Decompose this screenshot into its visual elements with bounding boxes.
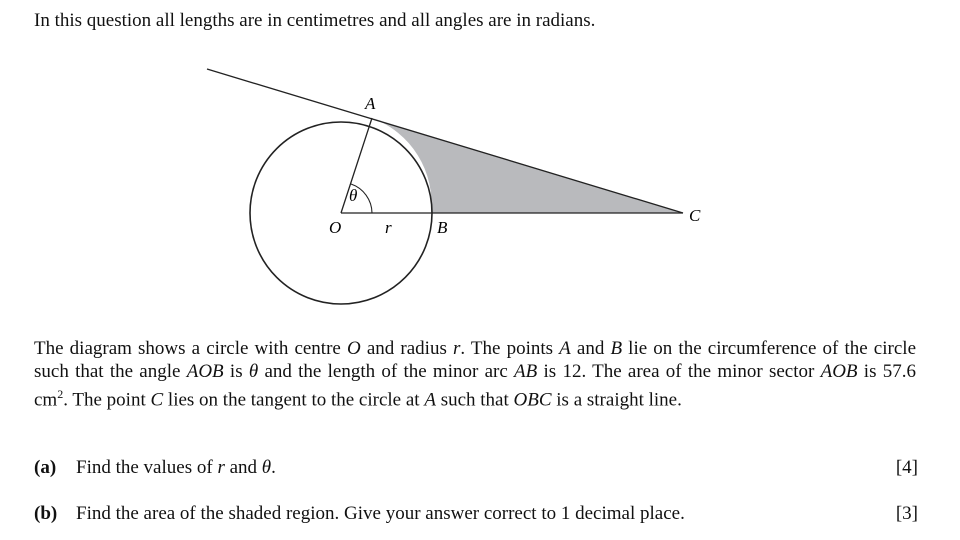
text-span: and	[570, 338, 611, 359]
label-C: C	[689, 206, 701, 225]
label-theta: θ	[349, 186, 358, 205]
superscript: 2	[57, 387, 64, 401]
part-b	[34, 503, 918, 525]
part-a	[34, 457, 918, 479]
var-AB: AB	[514, 361, 538, 382]
var-theta: θ	[248, 361, 259, 382]
part-a-text: .	[271, 457, 276, 478]
var-AOB: AOB	[186, 361, 224, 382]
text-span: is a straight line.	[551, 389, 682, 411]
text-span: is 57.6 cm	[34, 361, 916, 411]
part-a-label: (a)	[34, 457, 57, 478]
text-span: . The points	[460, 338, 560, 359]
var-r: r	[452, 338, 461, 359]
label-r: r	[385, 218, 392, 237]
var-O: O	[346, 338, 361, 359]
var-A: A	[559, 338, 571, 359]
part-b-label: (b)	[34, 503, 58, 524]
var-OBC: OBC	[513, 389, 552, 411]
text-span: and the length of the minor arc	[258, 361, 515, 382]
text-span: The diagram shows a circle with centre	[34, 338, 347, 359]
text-span: lie on the circumference of the circle such that the angle	[34, 338, 916, 382]
question-paragraph	[34, 337, 916, 411]
text-span: lies on the tangent to the circle at	[163, 389, 425, 411]
var-theta: θ	[261, 457, 272, 478]
text-span: and radius	[360, 338, 453, 359]
part-a-text: Find the values of	[76, 457, 218, 478]
var-C: C	[150, 389, 164, 411]
intro-text: In this question all lengths are in centimetres and all angles are in radians.	[34, 10, 596, 31]
var-AOB: AOB	[820, 361, 858, 382]
text-span: is	[223, 361, 249, 382]
part-b-text: Find the area of the shaded region. Give your answer correct to 1 decimal place.	[76, 503, 685, 524]
label-B: B	[437, 218, 448, 237]
part-a-text: and	[224, 457, 262, 478]
label-A: A	[365, 94, 376, 113]
var-r: r	[217, 457, 225, 478]
part-b-marks: [3]	[895, 503, 918, 524]
text-span: is 12. The area of the minor sector	[537, 361, 821, 382]
text-span: such that	[435, 389, 514, 411]
label-O: O	[329, 218, 342, 237]
text-span: . The point	[63, 389, 151, 411]
part-a-marks: [4]	[895, 457, 918, 478]
var-A: A	[424, 389, 436, 411]
var-B: B	[610, 338, 623, 359]
